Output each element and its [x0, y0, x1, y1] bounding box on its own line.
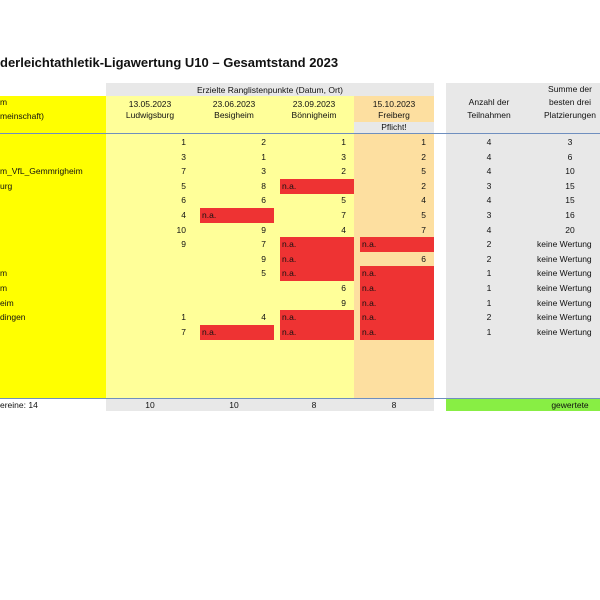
rank-points-cell — [106, 296, 186, 310]
rank-points-cell: 1 — [181, 312, 186, 322]
participation-count: 3 — [486, 181, 492, 191]
rank-points-cell: 10 — [176, 225, 186, 235]
not-attended-cell: n.a. — [280, 310, 354, 325]
points-header: Erzielte Ranglistenpunkte (Datum, Ort) — [197, 85, 343, 95]
participation-count: 1 — [486, 268, 492, 278]
participation-count: 4 — [486, 137, 492, 147]
participation-count: 4 — [486, 195, 492, 205]
rank-points-cell — [194, 281, 266, 295]
rank-points-cell: 1 — [181, 137, 186, 147]
participation-count: 2 — [486, 239, 492, 249]
not-attended-cell: n.a. — [280, 325, 354, 340]
not-attended-cell: n.a. — [200, 325, 274, 340]
rank-points-cell: 7 — [181, 327, 186, 337]
event-2-date: 23.06.2023 — [212, 99, 256, 109]
team-name: m_VfL_Gemmrigheim — [0, 166, 83, 176]
team-header-line2: meinschaft) — [0, 111, 44, 121]
not-attended-cell: n.a. — [360, 237, 434, 252]
event-3-date: 23.09.2023 — [292, 99, 336, 109]
not-attended-cell: n.a. — [280, 266, 354, 281]
rank-points-cell: 3 — [261, 166, 266, 176]
best-three-sum: keine Wertung — [537, 268, 592, 278]
sum-header-line3: Platzierungen — [544, 110, 596, 120]
best-three-sum: keine Wertung — [537, 312, 592, 322]
sum-header-line1: Summe der — [548, 84, 592, 94]
best-three-sum: 3 — [567, 137, 573, 147]
not-attended-cell: n.a. — [360, 310, 434, 325]
mandatory-note: Pflicht! — [381, 122, 407, 132]
rank-points-cell: 9 — [341, 298, 346, 308]
rank-points-cell: 7 — [181, 166, 186, 176]
best-three-sum: keine Wertung — [537, 254, 592, 264]
rank-points-cell: 4 — [341, 225, 346, 235]
footer-clubs-label: ereine: 14 — [0, 400, 38, 410]
rank-points-cell: 5 — [261, 268, 266, 278]
rank-points-cell — [106, 281, 186, 295]
rank-points-cell: 6 — [421, 254, 426, 264]
rank-points-cell: 5 — [341, 195, 346, 205]
not-attended-cell: n.a. — [360, 325, 434, 340]
best-three-sum: keine Wertung — [537, 298, 592, 308]
header-separator — [0, 133, 600, 134]
best-three-sum: 20 — [565, 225, 575, 235]
rank-points-cell: 5 — [421, 166, 426, 176]
not-attended-cell: n.a. — [360, 281, 434, 296]
best-three-sum: 10 — [565, 166, 575, 176]
rank-points-cell: 1 — [341, 137, 346, 147]
team-name: m — [0, 283, 8, 293]
participation-count: 4 — [486, 166, 492, 176]
not-attended-cell: n.a. — [360, 296, 434, 311]
rank-points-cell: 1 — [261, 152, 266, 162]
rank-points-cell: 7 — [421, 225, 426, 235]
event-1-place: Ludwigsburg — [125, 110, 175, 120]
best-three-sum: 15 — [565, 181, 575, 191]
rank-points-cell — [106, 252, 186, 266]
best-three-sum: 6 — [567, 152, 573, 162]
count-header-background — [446, 84, 516, 133]
participation-count: 4 — [486, 152, 492, 162]
best-three-sum: keine Wertung — [537, 239, 592, 249]
rank-points-cell: 4 — [421, 195, 426, 205]
rank-points-cell: 3 — [181, 152, 186, 162]
rank-points-cell: 7 — [341, 210, 346, 220]
team-name: m — [0, 268, 8, 278]
not-attended-cell: n.a. — [280, 252, 354, 267]
team-name: dingen — [0, 312, 26, 322]
footer-event-1-count: 10 — [145, 400, 155, 410]
best-three-sum: keine Wertung — [537, 327, 592, 337]
event-3-place: Bönnigheim — [291, 110, 337, 120]
rank-points-cell: 6 — [181, 195, 186, 205]
best-three-sum: keine Wertung — [537, 283, 592, 293]
not-attended-cell: n.a. — [200, 208, 274, 223]
participation-count: 4 — [486, 225, 492, 235]
participation-count: 3 — [486, 210, 492, 220]
event-1-date: 13.05.2023 — [128, 99, 172, 109]
rank-points-cell: 4 — [261, 312, 266, 322]
footer-event-3-count: 8 — [311, 400, 317, 410]
participation-count: 1 — [486, 298, 492, 308]
rank-points-cell: 1 — [421, 137, 426, 147]
page-title: derleichtathletik-Ligawertung U10 – Gesamtstand 2023 — [0, 55, 339, 70]
rank-points-cell: 9 — [261, 254, 266, 264]
event-2-place: Besigheim — [214, 110, 254, 120]
participation-count: 2 — [486, 312, 492, 322]
footer-counted-label: gewertete — [551, 400, 589, 410]
participation-count: 2 — [486, 254, 492, 264]
best-three-sum: 16 — [565, 210, 575, 220]
event-4-date: 15.10.2023 — [372, 99, 416, 109]
participation-count: 1 — [486, 283, 492, 293]
rank-points-cell: 2 — [341, 166, 346, 176]
footer-event-2-count: 10 — [229, 400, 239, 410]
count-header-line1: Anzahl der — [468, 97, 510, 107]
best-three-sum: 15 — [565, 195, 575, 205]
rank-points-cell — [194, 296, 266, 310]
team-name: urg — [0, 181, 13, 191]
rank-points-cell: 7 — [261, 239, 266, 249]
rank-points-cell: 9 — [181, 239, 186, 249]
rank-points-cell — [106, 266, 186, 280]
rank-points-cell: 9 — [261, 225, 266, 235]
rank-points-cell: 5 — [421, 210, 426, 220]
sum-header-line2: besten drei — [548, 97, 592, 107]
team-header-line1: m — [0, 97, 8, 107]
footer-event-4-count: 8 — [391, 400, 397, 410]
not-attended-cell: n.a. — [280, 179, 354, 194]
rank-points-cell: 8 — [261, 181, 266, 191]
rank-points-cell: 5 — [181, 181, 186, 191]
rank-points-cell: 4 — [181, 210, 186, 220]
rank-points-cell: 2 — [421, 152, 426, 162]
participation-count: 1 — [486, 327, 492, 337]
rank-points-cell: 2 — [421, 181, 426, 191]
team-name: eim — [0, 298, 14, 308]
not-attended-cell: n.a. — [280, 237, 354, 252]
not-attended-cell: n.a. — [360, 266, 434, 281]
rank-points-cell: 6 — [261, 195, 266, 205]
event-4-place: Freiberg — [378, 110, 410, 120]
team-column-background — [0, 96, 106, 398]
rank-points-cell: 6 — [341, 283, 346, 293]
rank-points-cell: 2 — [261, 137, 266, 147]
count-header-line2: Teilnahmen — [467, 110, 511, 120]
rank-points-cell: 3 — [341, 152, 346, 162]
